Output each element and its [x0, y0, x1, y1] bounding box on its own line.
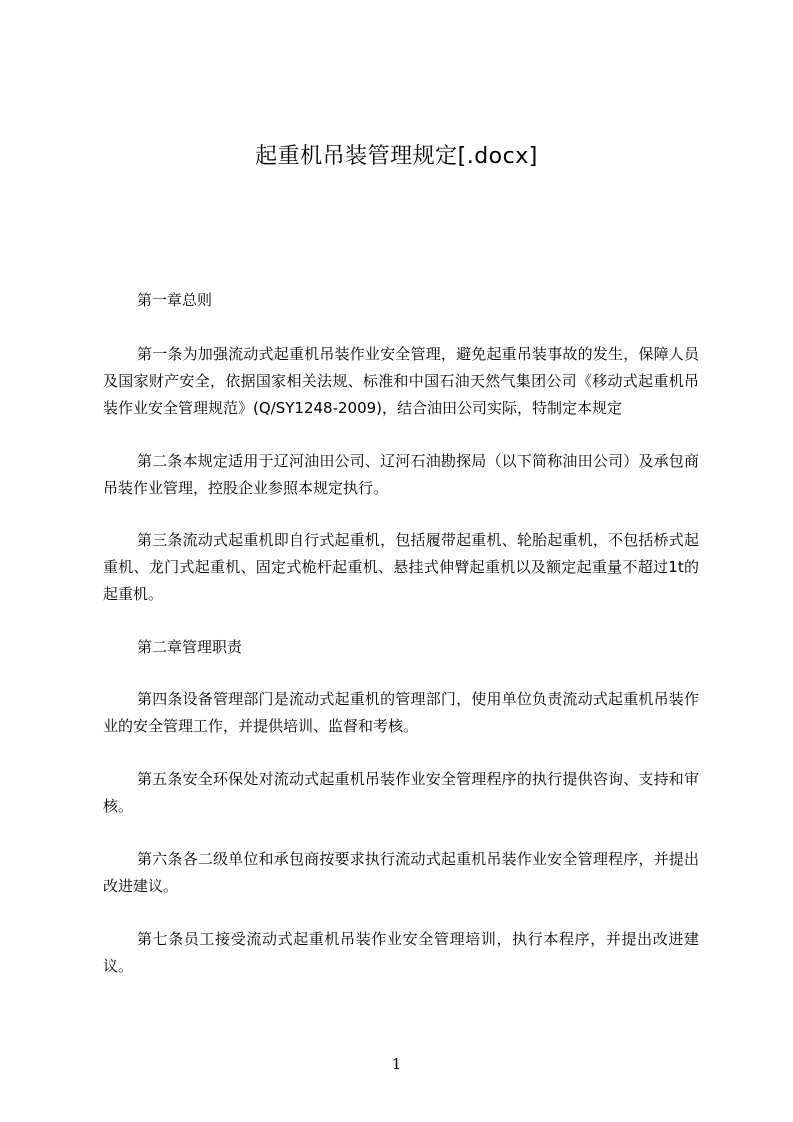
- article-3: 第三条流动式起重机即自行式起重机，包括履带起重机、轮胎起重机，不包括桥式起重机、龙门式起重机、固定式桅杆起重机、悬挂式伸臂起重机以及额定起重量不超过1t的起重机。: [103, 531, 699, 603]
- article-5: 第五条安全环保处对流动式起重机吊装作业安全管理程序的执行提供咨询、支持和审核。: [103, 770, 699, 815]
- article-7: 第七条员工接受流动式起重机吊装作业安全管理培训，执行本程序，并提出改进建议。: [103, 930, 699, 975]
- chapter-heading-2: 第二章管理职责: [137, 638, 243, 656]
- page-number: 1: [391, 1055, 402, 1073]
- article-6: 第六条各二级单位和承包商按要求执行流动式起重机吊装作业安全管理程序，并提出改进建议。: [103, 850, 699, 895]
- article-1: 第一条为加强流动式起重机吊装作业安全管理，避免起重吊装事故的发生，保障人员及国家财产安全，依据国家相关法规、标准和中国石油天然气集团公司《移动式起重机吊装作业安全管理规范》(Q/SY1248-2009)，结合油田公司实际，特制定本规定: [103, 345, 699, 417]
- chapter-heading-1: 第一章总则: [137, 291, 213, 309]
- document-title: 起重机吊装管理规定[.docx]: [255, 144, 538, 169]
- article-4: 第四条设备管理部门是流动式起重机的管理部门，使用单位负责流动式起重机吊装作业的安全管理工作，并提供培训、监督和考核。: [103, 690, 699, 735]
- article-2: 第二条本规定适用于辽河油田公司、辽河石油勘探局（以下简称油田公司）及承包商吊装作业管理，控股企业参照本规定执行。: [103, 452, 699, 497]
